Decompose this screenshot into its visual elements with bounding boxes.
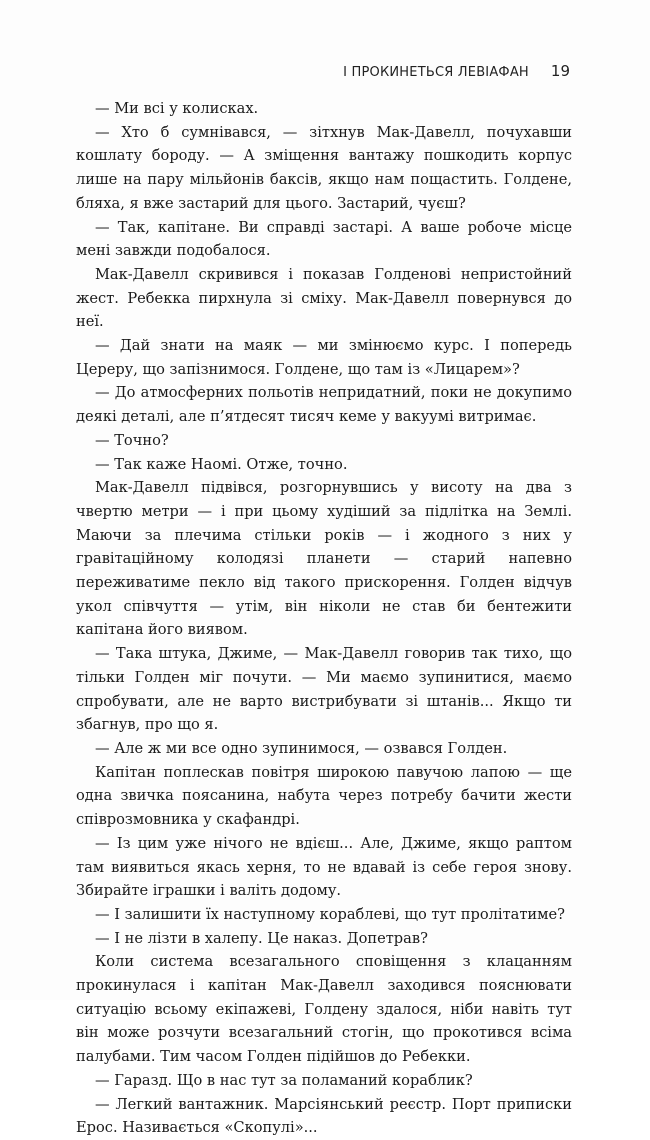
paragraph: — Така штука, Джиме, — Мак-Давелл говорив так тихо, що тільки Голден міг почути. — Ми маємо зупинитися, маємо спробувати, але не варто вистрибувати зі штанів... Якщо ти збагнув, про що я. <box>76 645 572 734</box>
paragraph: Мак-Давелл підвівся, розгорнувшись у висоту на два з чвертю метри — і при цьому худіший за підлітка на Землі. Маючи за плечима стільки років — і жодного з них у гравітаційному колодязі планети — старий напевно переживатиме пекло від такого прискорення. Голден відчув укол співчуття — утім, він ніколи не став би бентежити капітана його виявом. <box>76 479 572 639</box>
paragraph: — Легкий вантажник. Марсіянський реєстр. Порт приписки Ерос. Називається «Скопулі»... <box>76 1095 572 1137</box>
page-number: 19 <box>550 62 570 80</box>
paragraph: — І не лізти в халепу. Це наказ. Допетрав? <box>94 929 428 947</box>
running-header <box>343 62 570 80</box>
running-title: І ПРОКИНЕТЬСЯ ЛЕВІАФАН <box>343 65 529 80</box>
paragraph: — Так, капітане. Ви справді застарі. А ваше робоче місце мені завжди подобалося. <box>76 218 572 260</box>
paragraph: — Так каже Наомі. Отже, точно. <box>94 455 348 473</box>
paragraph: — Дай знати на маяк — ми змінюємо курс. І попередь Цереру, що запізнимося. Голдене, що там із «Лицарем»? <box>76 337 572 378</box>
paragraph: — До атмосферних польотів непридатний, поки не докупимо деякі деталі, але п’ятдесят тисяч кеме у вакуумі витримає. <box>76 384 572 426</box>
paragraph: Мак-Давелл скривився і показав Голденові непристойний жест. Ребекка пирхнула зі сміху. Мак-Давелл повернувся до неї. <box>76 265 572 331</box>
paragraph: — Точно? <box>94 431 169 449</box>
paragraph: Коли система всезагального сповіщення з клацанням прокинулася і капітан Мак-Давелл заходився пояснювати ситуацію всьому екіпажеві, Голдену здалося, ніби навіть тут він може розчути всезагальний стогін, що прокотився всіма палубами. Тим часом Голден підійшов до Ребекки. <box>76 953 572 1066</box>
paragraph: — Гаразд. Що в нас тут за поламаний кораблик? <box>94 1071 473 1089</box>
paragraph: Капітан поплескав повітря широкою павучою лапою — ще одна звичка поясанина, набута через потребу бачити жести співрозмовника у скафандрі. <box>76 763 572 829</box>
paragraph: — Із цим уже нічого не вдієш... Але, Джиме, якщо раптом там виявиться якась херня, то не вдавай із себе героя знову. Збирайте іграшки і валіть додому. <box>76 834 572 900</box>
paragraph: — Хто б сумнівався, — зітхнув Мак-Давелл, почухавши кошлату бороду. — А зміщення вантажу пошкодить корпус лише на пару мільйонів баксів, якщо нам пощастить. Голдене, бляха, я вже застарий для цього. Застарий, чуєш? <box>76 123 572 212</box>
paragraph: — Але ж ми все одно зупинимося, — озвався Голден. <box>94 739 508 757</box>
body-text <box>76 97 572 1140</box>
paragraph: — І залишити їх наступному кораблеві, що тут пролітатиме? <box>94 905 565 923</box>
paragraph: — Ми всі у колисках. <box>94 100 259 117</box>
